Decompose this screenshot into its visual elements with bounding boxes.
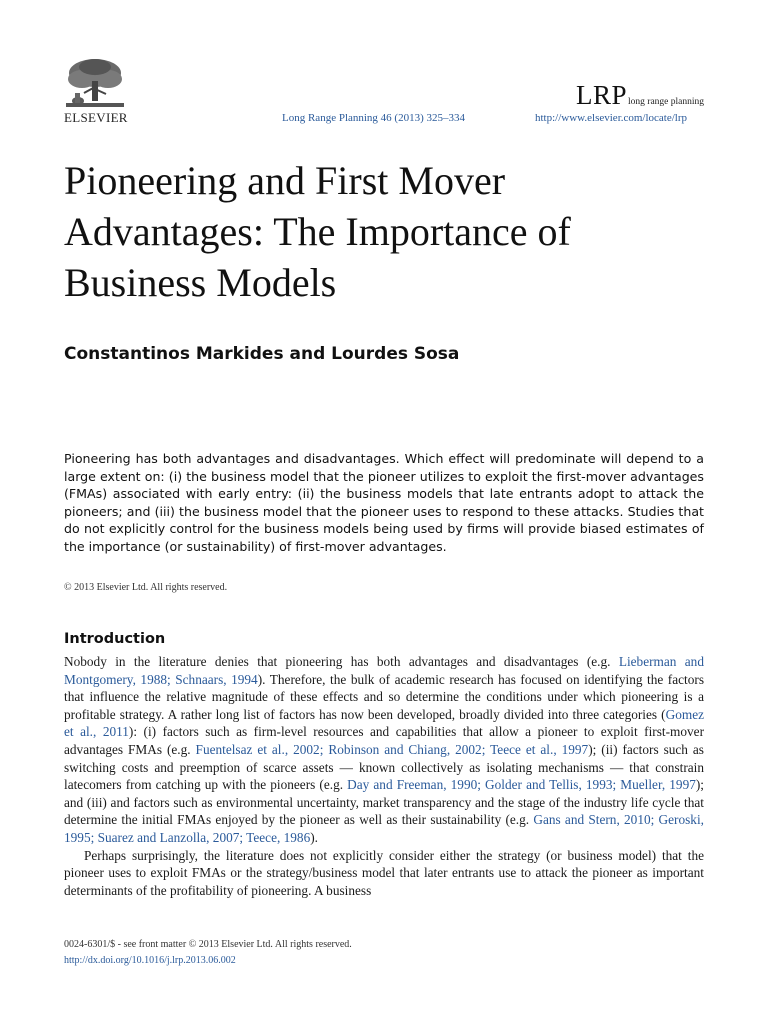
page-footer	[64, 937, 352, 969]
paragraph-text: ); (ii) factors such as switching costs and preemption of scarce assets — known collectively as isolating mechanisms — that constrain latecomers from catching up with the pioneers (e.g.	[64, 741, 704, 793]
introduction-body	[64, 653, 704, 899]
article-authors: Constantinos Markides and Lourdes Sosa	[64, 344, 460, 364]
journal-brand	[576, 80, 704, 111]
journal-url-link[interactable]: http://www.elsevier.com/locate/lrp	[535, 112, 688, 124]
issn-line: 0024-6301/$ - see front matter © 2013 Elsevier Ltd. All rights reserved.	[64, 939, 352, 950]
journal-abbreviation: LRP	[576, 80, 628, 110]
journal-full-name: long range planning	[628, 97, 705, 107]
elsevier-tree-icon	[64, 57, 126, 109]
section-heading-introduction: Introduction	[64, 631, 166, 647]
citation-link[interactable]: Lieberman and Montgomery, 1988; Schnaars, 1994	[64, 654, 704, 687]
journal-header	[0, 0, 768, 135]
paragraph-text: ). Therefore, the bulk of academic research has focused on identifying the factors that influence the relative magnitude of these effects and so determine the conditions under which pioneering is a profitable strategy. A rather long list of factors has now been developed, broadly divided into three categories (	[64, 671, 704, 722]
paragraph-text: ).	[310, 829, 318, 845]
citation-link[interactable]: Gomez et al., 2011	[64, 706, 704, 740]
paragraph: Perhaps surprisingly, the literature does not explicitly consider either the strategy (or business model) that the pioneer uses to exploit FMAs or the strategy/business model that later entrants use to attack the pioneer as important determinants of the profitability of pioneering. A business	[64, 847, 704, 898]
abstract-text: Pioneering has both advantages and disadvantages. Which effect will predominate will depend to a large extent on: (i) the business model that the pioneer utilizes to exploit the first-mover advantages (FMAs) associated with early entry: (ii) the business models that late entrants adopt to attack the pioneers; and (iii) the business model that the pioneer uses to respond to these attacks. Studies that do not explicitly control for the business models being used by firms will provide biased estimates of the importance (or sustainability) of first-mover advantages.	[64, 451, 704, 554]
paragraph-text: ); and (iii) and factors such as environmental uncertainty, market transparency and the stage of the industry life cycle that determine the initial FMAs enjoyed by the pioneer as well as their sustainability (e.g.	[64, 777, 704, 828]
citation-link[interactable]: Day and Freeman, 1990; Golder and Tellis, 1993; Mueller, 1997	[347, 777, 696, 793]
abstract-copyright: © 2013 Elsevier Ltd. All rights reserved.	[64, 582, 228, 593]
doi-link[interactable]: http://dx.doi.org/10.1016/j.lrp.2013.06.002	[64, 955, 236, 966]
citation-link[interactable]: Gans and Stern, 2010; Geroski, 1995; Suarez and Lanzolla, 2007; Teece, 1986	[64, 812, 704, 845]
journal-citation[interactable]: Long Range Planning 46 (2013) 325–334	[282, 112, 466, 124]
paragraph	[64, 653, 704, 847]
article-title: Pioneering and First Mover Advantages: The Importance of Business Models	[64, 158, 571, 305]
citation-link[interactable]: Fuentelsaz et al., 2002; Robinson and Chiang, 2002; Teece et al., 1997	[195, 741, 589, 757]
paragraph-text: ): (i) factors such as firm-level resources and capabilities that allow a pioneer to exploit first-mover advantages FMAs (e.g.	[64, 724, 704, 757]
paragraph-text: Nobody in the literature denies that pioneering has both advantages and disadvantages (e.g.	[64, 654, 611, 669]
publisher-name: ELSEVIER	[64, 110, 128, 125]
